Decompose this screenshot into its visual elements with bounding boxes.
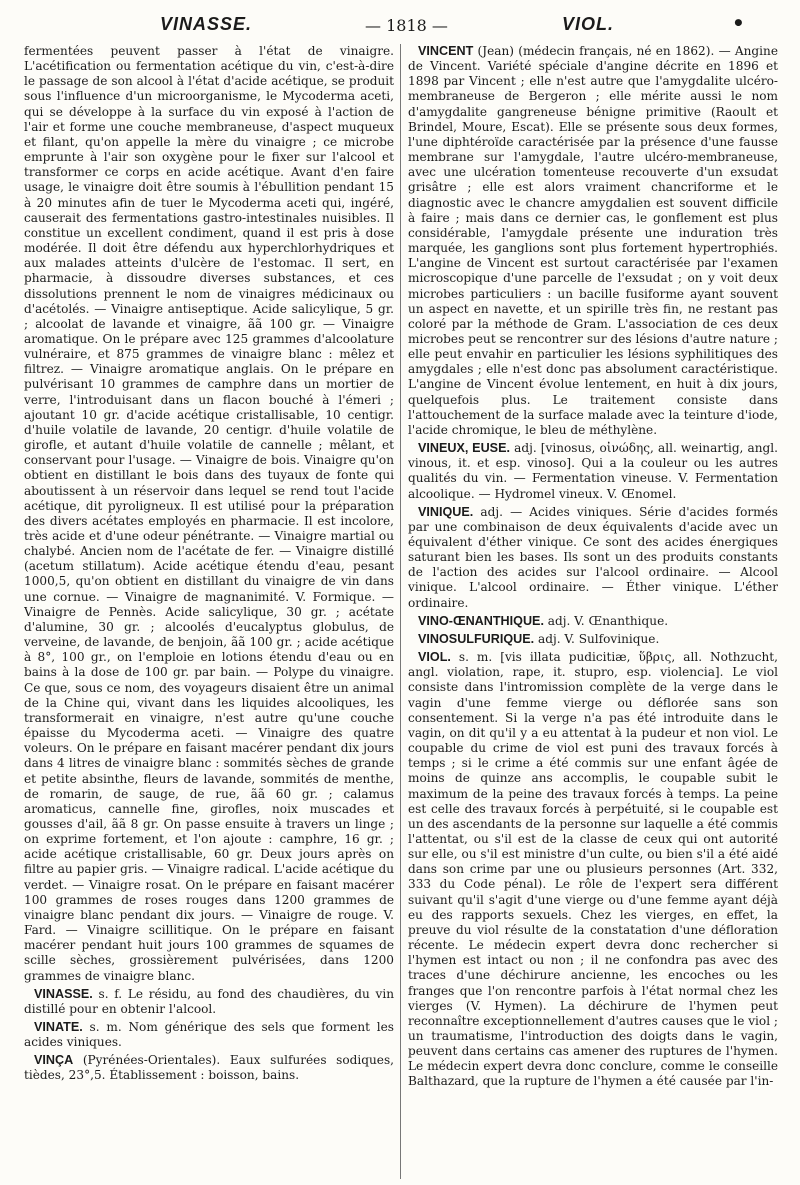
entry-body: s. m. Nom générique des sels que forment les acides viniques. [24,1020,394,1050]
entry-headword: VINO-ŒNANTHIQUE. [418,613,544,628]
entry-body: adj. — Acides viniques. Série d'acides formés par une combinaison de deux équivalents d'acide avec un équivalent d'éther vinique. Ce sont des acides énergiques saturant bien les bases. Ils sont un des produits constants de l'action des acides sur l'alcool ordinaire. — Alcool vinique. L'alcool ordinaire. — Éther vinique. L'éther ordinaire. [408,504,778,610]
entry-headword: VINEUX, EUSE. [418,441,510,456]
entry-body: adj. V. Œnanthique. [543,613,669,628]
column-divider [400,44,401,1179]
entry-vineux [408,441,778,502]
entry-vinosulfurique [408,632,778,647]
page-number: — 1818 — [365,16,448,35]
right-column [408,44,778,1182]
entry-vinca [24,1053,394,1083]
entry-body: adj. V. Sulfovinique. [534,631,660,646]
header-dot: • [732,11,745,35]
entry-body: s. m. [vis illata pudicitiæ, ὕβρις, all. Nothzucht, angl. violation, rape, it. stupro, esp. violencia]. Le viol consiste dans l'intromission complète de la verge dans le vagin d'une femme vierge ou déflorée sans son consentement. Si la verge n'a pas été introduite dans le vagin, on dit qu'il y a eu attentat à la pudeur et non viol. Le coupable du crime de viol est puni des travaux forcés à temps ; si le crime a été commis sur une enfant âgée de moins de quinze ans accomplis, le coupable subit le maximum de la peine des travaux forcés à temps. La peine est celle des travaux forcés à perpétuité, si le coupable est un des ascendants de la personne sur laquelle a été commis l'attentat, ou s'il est de la classe de ceux qui ont autorité sur elle, ou s'il est ministre d'un culte, ou bien s'il a été aidé dans son crime par une ou plusieurs personnes (Art. 332, 333 du Code pénal). Le rôle de l'expert sera différent suivant qu'il s'agit d'une vierge ou d'une femme ayant déjà eu des rapports sexuels. Chez les vierges, en effet, la preuve du viol résulte de la constatation d'une défloration récente. Le médecin expert devra donc rechercher si l'hymen est intact ou non ; il ne confondra pas avec des traces d'une déchirure ancienne, les encoches ou les franges que l'on rencontre parfois à l'état normal chez les vierges (V. Hymen). La déchirure de l'hymen peut reconnaître exceptionnellement d'autres causes que le viol ; un traumatisme, l'introduction des doigts dans le vagin, peuvent dans certains cas amener des ruptures de l'hymen. Le médecin expert devra donc conclure, comme le conseille Balthazard, que la rupture de l'hymen a été causée par l'in- [408,650,778,1089]
entry-headword: VINOSULFURIQUE. [418,631,535,646]
entry-vino-oenanthique [408,614,778,629]
running-header [0,0,800,42]
entry-continuation: fermentées peuvent passer à l'état de vinaigre. L'acétification ou fermentation acétique du vin, c'est-à-dire le passage de son alcool à l'état d'acide acétique, se produit sous l'influence d'un microorganisme, le Mycoderma aceti, qui se développe à la surface du vin exposé à l'action de l'air et forme une couche membraneuse, d'aspect muqueux et filant, qu'on appelle la mère du vinaigre ; ce microbe emprunte à l'air son oxygène pour le fixer sur l'alcool et transformer ce corps en acide acétique. Avant d'en faire usage, le vinaigre doit être soumis à l'ébullition pendant 15 à 20 minutes afin de tuer le Mycoderma aceti qui, ingéré, causerait des fermentations gastro-intestinales nuisibles. Il constitue un excellent condiment, quand il est pris à dose modérée. Il doit être défendu aux hyperchlorhydriques et aux malades atteints d'ulcère de l'estomac. Il sert, en pharmacie, à dissoudre diverses substances, et ces dissolutions prennent le nom de vinaigres médicinaux ou d'acétolés. — Vinaigre antiseptique. Acide salicylique, 5 gr. ; alcoolat de lavande et vinaigre, ãã 100 gr. — Vinaigre aromatique. On le prépare avec 125 grammes d'alcoolature vulnéraire, et 875 grammes de vinaigre blanc : mêlez et filtrez. — Vinaigre aromatique anglais. On le prépare en pulvérisant 10 grammes de camphre dans un mortier de verre, l'introduisant dans un flacon bouché à l'émeri ; ajoutant 10 gr. d'acide acétique cristallisable, 10 centigr. d'huile volatile de lavande, 20 centigr. d'huile volatile de girofle, et autant d'huile volatile de cannelle ; mêlant, et conservant pour l'usage. — Vinaigre de bois. Vinaigre qu'on obtient en distillant le bois dans des tuyaux de fonte qui aboutissent à un réservoir dans lequel se rend tout l'acide acétique, dit pyroligneux. Il est utilisé pour la préparation des divers acétates employés en pharmacie. Il est incolore, très acide et d'une odeur pénétrante. — Vinaigre martial ou chalybé. Ancien nom de l'acétate de fer. — Vinaigre distillé (acetum stillatum). Acide acétique étendu d'eau, pesant 1000,5, qu'on obtient en distillant du vinaigre de vin dans une cornue. — Vinaigre de magnanimité. V. Formique. — Vinaigre de Pennès. Acide salicylique, 30 gr. ; acétate d'alumine, 30 gr. ; alcoolés d'eucalyptus globulus, de verveine, de lavande, de benjoin, ãã 100 gr. ; acide acétique à 8°, 100 gr., on l'emploie en lotions étendu d'eau ou en bains à la dose de 100 gr. par bain. — Polype du vinaigre. Ce que, sous ce nom, des voyageurs disaient être un animal de la Chine qui, vivant dans les liquides alcooliques, les transformerait en vinaigre, n'est autre qu'une couche épaisse du Mycoderma aceti. — Vinaigre des quatre voleurs. On le prépare en faisant macérer pendant dix jours dans 4 litres de vinaigre blanc : sommités sèches de grande et petite absinthe, fleurs de lavande, sommités de menthe, de romarin, de sauge, de rue, ãã 60 gr. ; calamus aromaticus, cannelle fine, girofles, noix muscades et gousses d'ail, ãã 8 gr. On passe ensuite à travers un linge ; on exprime fortement, et l'on ajoute : camphre, 16 gr. ; acide acétique cristallisable, 60 gr. Deux jours après on filtre au papier gris. — Vinaigre radical. L'acide acétique du verdet. — Vinaigre rosat. On le prépare en faisant macérer 100 grammes de roses rouges dans 1200 grammes de vinaigre blanc pendant dix jours. — Vinaigre de rouge. V. Fard. — Vinaigre scillitique. On le prépare en faisant macérer pendant huit jours 100 grammes de squames de scille sèches, grossièrement pulvérisées, dans 1200 grammes de vinaigre blanc. [24,44,394,983]
entry-body: adj. [vinosus, οἰνώδης, all. weinartig, angl. vinous, it. et esp. vinoso]. Qui a la couleur ou les autres qualités du vin. — Fermentation vineuse. V. Fermentation alcoolique. — Hydromel vineux. V. Œnomel. [408,441,778,501]
entry-headword: VINATE. [34,1020,83,1034]
entry-body: s. f. Le résidu, au fond des chaudières, du vin distillé pour en obtenir l'alcool. [24,986,394,1016]
entry-headword: VINÇA [34,1053,74,1068]
entry-vinasse [24,987,394,1017]
header-left-headword: VINASSE. [160,14,253,34]
header-right-headword: VIOL. [562,14,615,34]
entry-vinate [24,1020,394,1050]
entry-headword: VINCENT [418,44,474,58]
entry-body: (Jean) (médecin français, né en 1862). — Angine de Vincent. Variété spéciale d'angine décrite en 1896 et 1898 par Vincent ; elle n'est autre que l'amygdalite ulcéro-membraneuse de Bergeron ; elle mérite aussi le nom d'amygdalite gangreneuse bénigne primitive (Raoult et Brindel, Moure, Escat). Elle se présente sous deux formes, l'une diphtéroïde caractérisée par la présence d'une fausse membrane sur l'amygdale, l'autre ulcéro-membraneuse, avec une ulcération tomenteuse recouverte d'un exsudat grisâtre ; elle est alors vraiment chancriforme et le diagnostic avec le chancre amygdalien est souvent difficile à faire ; mais dans ce dernier cas, le gonflement est plus considérable, l'amygdale présente une induration très marquée, les ganglions sont plus fortement hypertrophiés. L'angine de Vincent est surtout caractérisée par l'examen microscopique d'une parcelle de l'exsudat ; on y voit deux microbes particuliers : un bacille fusiforme ayant souvent un aspect en navette, et un spirille très fin, ne restant pas coloré par la méthode de Gram. L'association de ces deux microbes peut se rencontrer sur des lésions d'autre nature ; elle peut envahir en particulier les lésions syphilitiques des amygdales ; elle n'est donc pas absolument caractéristique. L'angine de Vincent évolue lentement, en huit à dix jours, quelquefois plus. Le traitement consiste dans l'attouchement de la surface malade avec la teinture d'iode, l'acide chromique, le bleu de méthylène. [408,44,778,437]
entry-viol [408,650,778,1090]
entry-vinique [408,505,778,611]
entry-body: (Pyrénées-Orientales). Eaux sulfurées sodiques, tièdes, 23°,5. Établissement : boisson, bains. [24,1053,394,1083]
entry-headword: VINIQUE. [418,504,474,519]
entry-headword: VINASSE. [34,986,93,1001]
left-column [24,44,394,1182]
entry-vincent [408,44,778,438]
entry-headword: VIOL. [418,650,451,665]
